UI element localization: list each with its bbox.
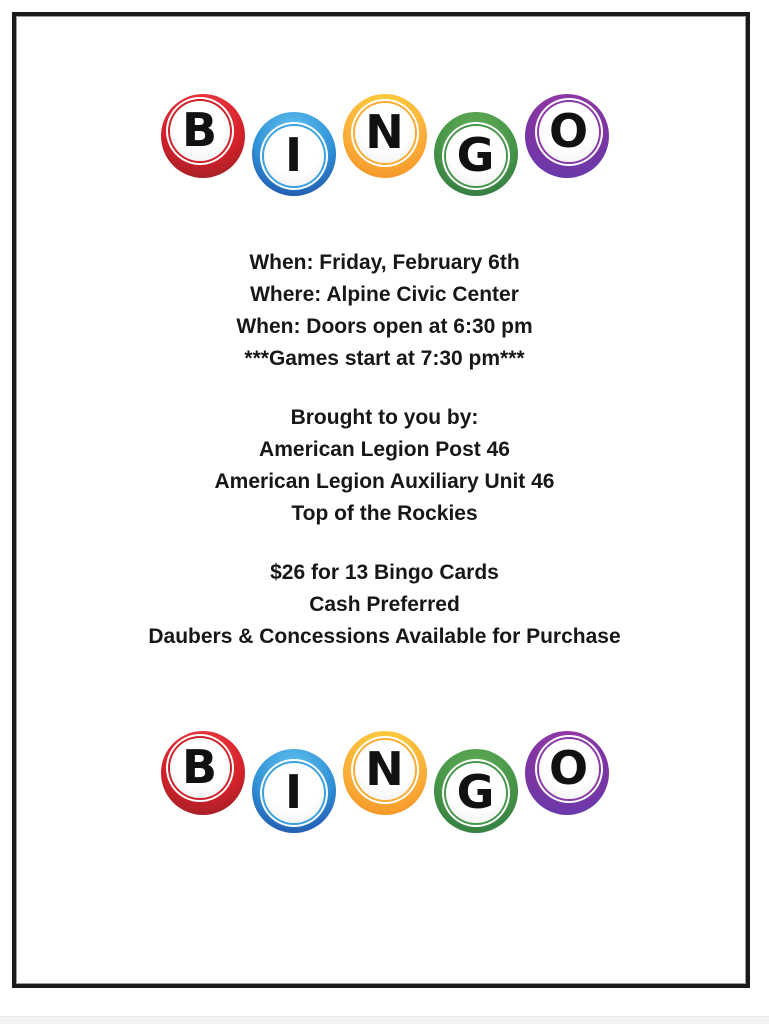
bingo-ball-green-g <box>434 112 518 196</box>
daubers-line: Daubers & Concessions Available for Purchase <box>148 625 621 648</box>
ball-inner-circle <box>539 739 599 799</box>
bingo-ball-purple-o <box>525 94 609 178</box>
event-doors-line: When: Doors open at 6:30 pm <box>236 315 533 338</box>
bingo-ball-red-b <box>161 94 245 178</box>
ball-inner-circle <box>355 740 415 800</box>
bingo-ball-row-top <box>0 94 769 204</box>
hosts-section <box>24 402 745 530</box>
bingo-ball-yellow-n <box>343 94 427 178</box>
ball-letter-o: O <box>548 104 589 158</box>
price-line: $26 for 13 Bingo Cards <box>270 561 499 584</box>
ball-letter-g: G <box>456 128 495 182</box>
bingo-ball-red-b <box>161 731 245 815</box>
brought-to-you-by-line: Brought to you by: <box>290 406 479 429</box>
ball-letter-g: G <box>456 765 495 819</box>
ball-letter-o: O <box>548 741 589 795</box>
ball-inner-circle <box>170 738 230 798</box>
ball-letter-n: N <box>365 742 404 796</box>
ball-inner-circle <box>539 102 599 162</box>
ball-letter-i: I <box>284 128 303 182</box>
ball-letter-n: N <box>365 105 404 159</box>
event-details-section <box>24 247 745 375</box>
top-of-rockies-line: Top of the Rockies <box>291 502 478 525</box>
legion-auxiliary-line: American Legion Auxiliary Unit 46 <box>214 470 555 493</box>
ball-inner-circle <box>446 126 506 186</box>
ball-inner-circle <box>264 763 324 823</box>
bingo-ball-blue-i <box>252 112 336 196</box>
cash-line: Cash Preferred <box>309 593 460 616</box>
event-when-line: When: Friday, February 6th <box>249 251 520 274</box>
bingo-ball-purple-o <box>525 731 609 815</box>
legion-post-line: American Legion Post 46 <box>259 438 510 461</box>
pricing-section <box>24 557 745 653</box>
ball-inner-circle <box>264 126 324 186</box>
ball-letter-i: I <box>284 765 303 819</box>
ball-inner-circle <box>355 103 415 163</box>
page-bottom-strip <box>0 1016 769 1024</box>
ball-letter-b: B <box>181 740 218 794</box>
ball-letter-b: B <box>181 103 218 157</box>
event-games-start-line: ***Games start at 7:30 pm*** <box>244 347 525 370</box>
ball-inner-circle <box>446 763 506 823</box>
bingo-ball-green-g <box>434 749 518 833</box>
bingo-ball-blue-i <box>252 749 336 833</box>
event-where-line: Where: Alpine Civic Center <box>250 283 519 306</box>
bingo-ball-yellow-n <box>343 731 427 815</box>
ball-inner-circle <box>170 101 230 161</box>
bingo-ball-row-bottom <box>0 731 769 841</box>
